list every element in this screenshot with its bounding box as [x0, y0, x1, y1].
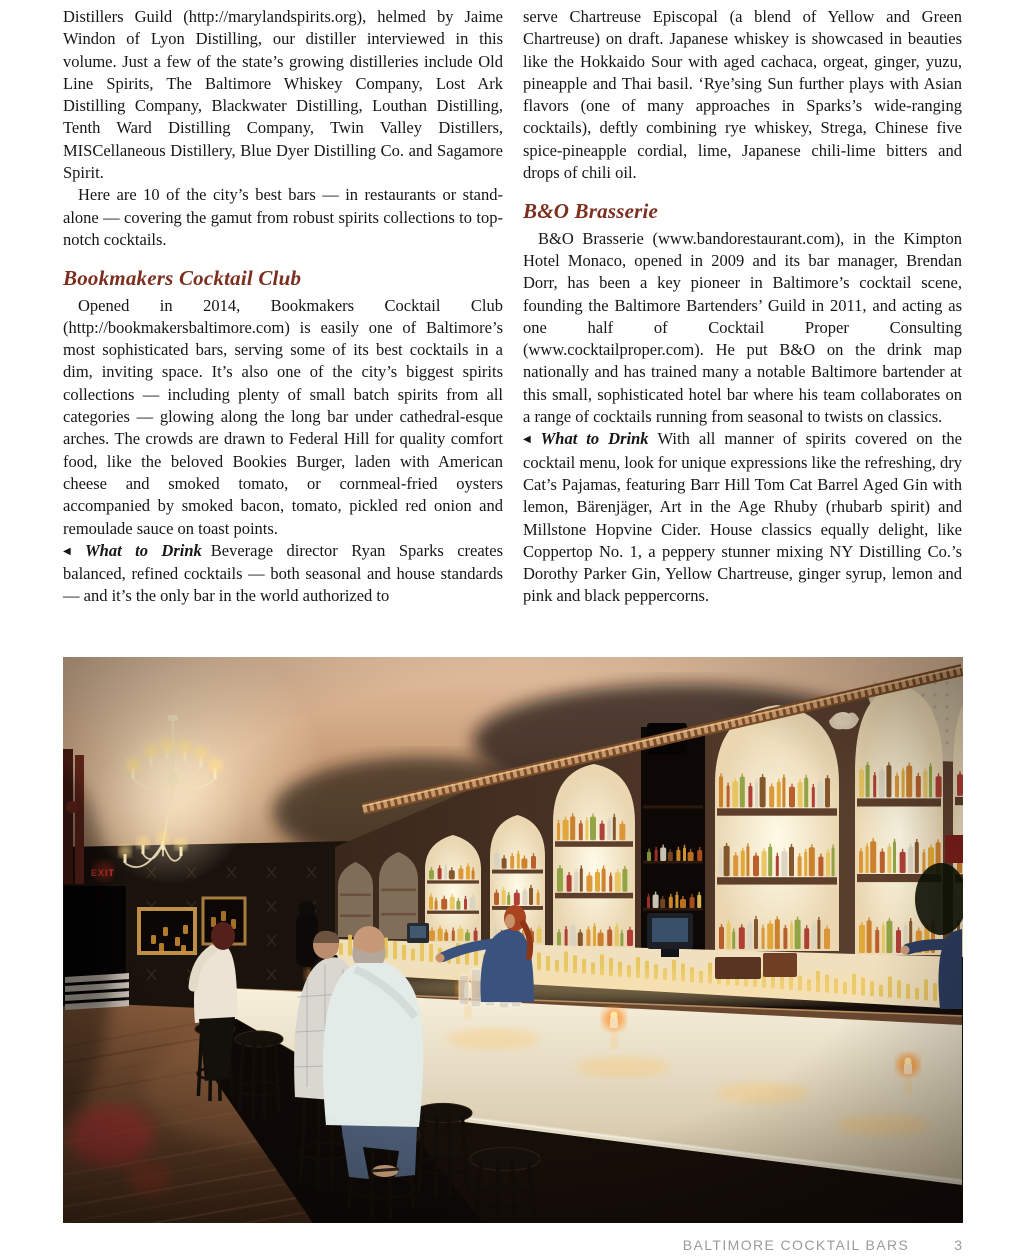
what-to-drink-note: ◀ What to Drink With all manner of spirits covered on the cocktail menu, look for unique expressions like the refreshing, dry Cat’s Pajamas, featuring Barr Hill Tom Cat Barrel Aged Gin with lemon, Bärenjäger, Art in the Age Rhuby (rhubarb spirit) and Millstone Hopvine Cider. House classics equally delight, like Coppertop No. 1, a peppery stunner mixing NY Distilling Co.’s Dorothy Parker Gin, Yellow Chartreuse, ginger syrup, lemon and pink and black peppercorns.	[523, 429, 962, 606]
page-footer	[683, 1237, 962, 1253]
vignette	[63, 657, 963, 1223]
page-number: 3	[954, 1237, 962, 1253]
left-column	[63, 6, 503, 608]
left-arrow-icon: ◀	[523, 434, 536, 446]
right-column	[523, 6, 962, 608]
paragraph: serve Chartreuse Episcopal (a blend of Yellow and Green Chartreuse) on draft. Japanese whiskey is showcased in beauties like the Hokkaido Sour with aged cachaca, orgeat, ginger, yuzu, pineapple and Thai basil. ‘Rye’sing Sun further plays with Asian flavors (one of many approaches in Sparks’s wide-ranging cocktails), deftly combining rye whiskey, Strega, Chinese five spice-pineapple cordial, lime, Japanese chili-lime bitters and drops of chili oil.	[523, 7, 962, 183]
what-to-drink-note: ◀ What to Drink Beverage director Ryan Sparks creates balanced, refined cocktails — both seasonal and house standards — and it’s the only bar in the world authorized to	[63, 540, 503, 606]
paragraph: Distillers Guild (http://marylandspirits.org), helmed by Jaime Windon of Lyon Distilling, our distiller interviewed in this volume. Just a few of the state’s growing distilleries include Old Line Spirits, The Baltimore Whiskey Company, Lost Ark Distilling Company, Blackwater Distilling, Louthan Distilling, Tenth Ward Distilling Company, Twin Valley Distillers, MISCellaneous Distillery, Blue Dyer Distilling Co. and Sagamore Spirit.	[63, 7, 503, 183]
left-arrow-icon: ◀	[63, 545, 81, 557]
paragraph: Opened in 2014, Bookmakers Cocktail Club (http://bookmakersbaltimore.com) is easily one of Baltimore’s most sophisticated bars, serving some of its best cocktails in a dim, inviting space. It’s also one of the city’s biggest spirits collections — including plenty of small batch spirits from all categories — glowing along the long bar under cathedral-esque arches. The crowds are drawn to Federal Hill for quality comfort food, like the beloved Bookies Burger, laden with American cheese and smoked tomato, or cornmeal-fried oysters accompanied by smoked bacon, tomato, pickled red onion and remoulade sauce on toast points.	[63, 295, 503, 538]
paragraph: Here are 10 of the city’s best bars — in restaurants or stand-alone — covering the gamut from robust spirits collections to top-notch cocktails.	[63, 185, 503, 249]
bar-photo-illustration	[63, 657, 963, 1223]
what-to-drink-label: What to Drink	[540, 429, 649, 449]
what-to-drink-label: What to Drink	[85, 540, 202, 560]
bar-photo	[63, 657, 963, 1223]
footer-title: BALTIMORE COCKTAIL BARS	[682, 1237, 910, 1253]
section-heading: Bookmakers Cocktail Club	[63, 266, 302, 291]
section-heading: B&O Brasserie	[523, 199, 659, 224]
paragraph: B&O Brasserie (www.bandorestaurant.com), in the Kimpton Hotel Monaco, opened in 2009 and its bar manager, Brendan Dorr, has been a key pioneer in Baltimore’s cocktail scene, founding the Baltimore Bartenders’ Guild in 2011, and acting as one half of Cocktail Proper Consulting (www.cocktailproper.com). He put B&O on the drink map nationally and has trained many a notable Baltimore bartender at this small, sophisticated hotel bar where his team collaborates on a range of cocktails running from seasonal to twists on classics.	[523, 228, 962, 427]
